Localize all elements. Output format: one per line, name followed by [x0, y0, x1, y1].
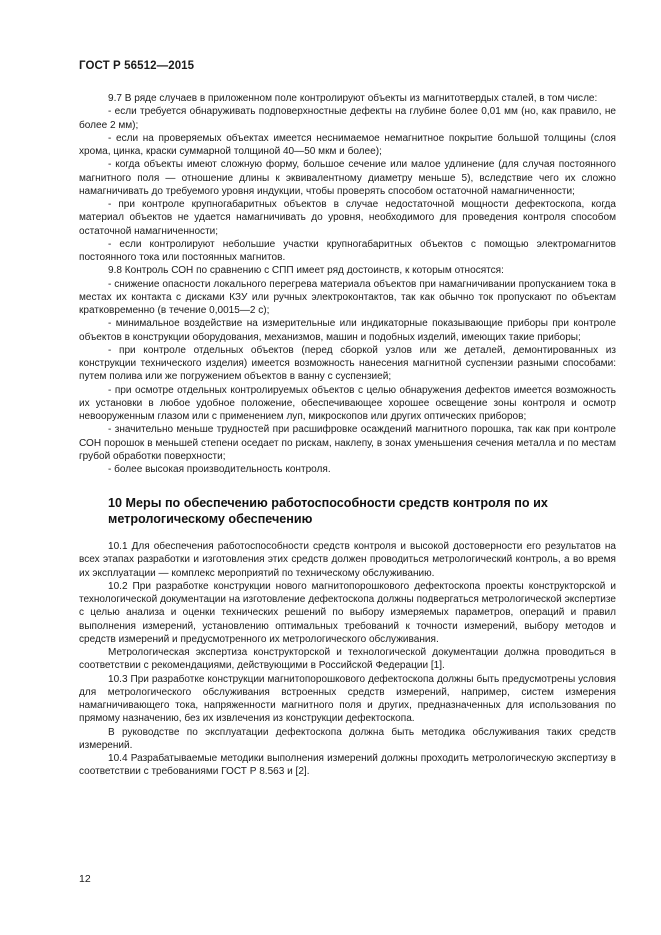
paragraph-10-3: 10.3 При разработке конструкции магнитопорошкового дефектоскопа должны быть предусмотрены условия для метрологического обслуживания встроенных средств измерений, например, систем измерения намагничивающего тока, напряженности магнитного поля и других, предназначенных для использования по прямому назначению, без их извлечения из конструкции дефектоскопа. [79, 673, 616, 725]
page-number: 12 [79, 873, 91, 885]
list-item: - снижение опасности локального перегрева материала объектов при намагничивании пропусканием тока в местах их контакта с дисками КЗУ или ручных электроконтактов, так как обычно ток пропускают по объектам кратковременно (в течение 0,0015—2 с); [79, 278, 616, 316]
list-item: - более высокая производительность контроля. [108, 464, 331, 475]
paragraph-10-2: 10.2 При разработке конструкции нового магнитопорошкового дефектоскопа проекты конструкторской и технологической документации на изготовление дефектоскопа должны подвергаться метрологической экспертизе с целью анализа и оценки технических решений по выбору измеряемых параметров, операций и правил выполнения измерений, установлению оптимальных требований к точности измерений, выбору методов и средств измерений и предусмотренного их метрологического обслуживания. [79, 580, 616, 645]
list-item: - значительно меньше трудностей при расшифровке осаждений магнитного порошка, так как при контроле СОН порошок в меньшей степени оседает по рискам, наклепу, в зонах уменьшения сечения металла и по местам грубой обработки поверхности; [79, 424, 616, 462]
paragraph-10-2-note: Метрологическая экспертиза конструкторской и технологической документации должна проводиться в соответствии с рекомендациями, действующими в Российской Федерации [1]. [79, 647, 616, 672]
list-item: - минимальное воздействие на измерительные или индикаторные показывающие приборы при контроле объектов в конструкции оборудования, механизмов, машин и подобных изделий, имеющих такие приборы; [79, 318, 616, 343]
body-text [79, 92, 616, 779]
list-item: - когда объекты имеют сложную форму, большое сечение или малое удлинение (для случая постоянного магнитного поля — отношение длины к эквивалентному диаметру меньше 5), вследствие чего их сложно намагничивать до требуемого уровня индукции, чтобы проверять способом остаточной намагниченности; [79, 159, 616, 197]
paragraph-10-4: 10.4 Разрабатываемые методики выполнения измерений должны проходить метрологическую экспертизу в соответствии с требованиями ГОСТ Р 8.563 и [2]. [79, 753, 616, 778]
paragraph-9-8-intro: 9.8 Контроль СОН по сравнению с СПП имеет ряд достоинств, к которым относятся: [108, 265, 504, 277]
paragraph-10-3-note: В руководстве по эксплуатации дефектоскопа должна быть методика обслуживания таких средств измерений. [79, 726, 616, 751]
section-10-heading: 10 Меры по обеспечению работоспособности средств контроля по их метрологическому обеспечению [108, 496, 548, 526]
list-item: - если на проверяемых объектах имеется неснимаемое немагнитное покрытие большой толщины (слоя хрома, цинка, краски суммарной толщиной 40—50 мкм и более); [79, 132, 616, 157]
list-item: - если контролируют небольшие участки крупногабаритных объектов с помощью электромагнитов постоянного тока или постоянных магнитов. [79, 238, 616, 263]
list-item: - при контроле крупногабаритных объектов в случае недостаточной мощности дефектоскопа, когда материал объектов не удается намагничивать до уровня, необходимого для проведения контроля способом остаточной намагниченности; [79, 199, 616, 237]
list-item: - при контроле отдельных объектов (перед сборкой узлов или же деталей, демонтированных из конструкции технического изделия) имеется возможность нанесения магнитной суспензии разными способами: путем полива или же погружением объектов в ванну с суспензией; [79, 344, 616, 383]
paragraph-9-7-intro: 9.7 В ряде случаев в приложенном поле контролируют объекты из магнитотвердых сталей, в том числе: [108, 93, 598, 104]
paragraph-10-1: 10.1 Для обеспечения работоспособности средств контроля и высокой достоверности его результатов на всех этапах разработки и изготовления этих средств должен проводиться метрологический контроль, а во время их эксплуатации — комплекс мероприятий по техническому обслуживанию. [79, 541, 616, 579]
document-number-header: ГОСТ Р 56512—2015 [79, 60, 195, 72]
list-item: - если требуется обнаруживать подповерхностные дефекты на глубине более 0,01 мм (но, как правило, не более 2 мм); [79, 106, 616, 131]
list-item: - при осмотре отдельных контролируемых объектов с целью обнаружения дефектов имеется возможность их установки в любое удобное положение, обеспечивающее хорошее освещение зоны контроля и осмотр невооруженным глазом или с применением луп, микроскопов или других оптических приборов; [79, 384, 616, 422]
